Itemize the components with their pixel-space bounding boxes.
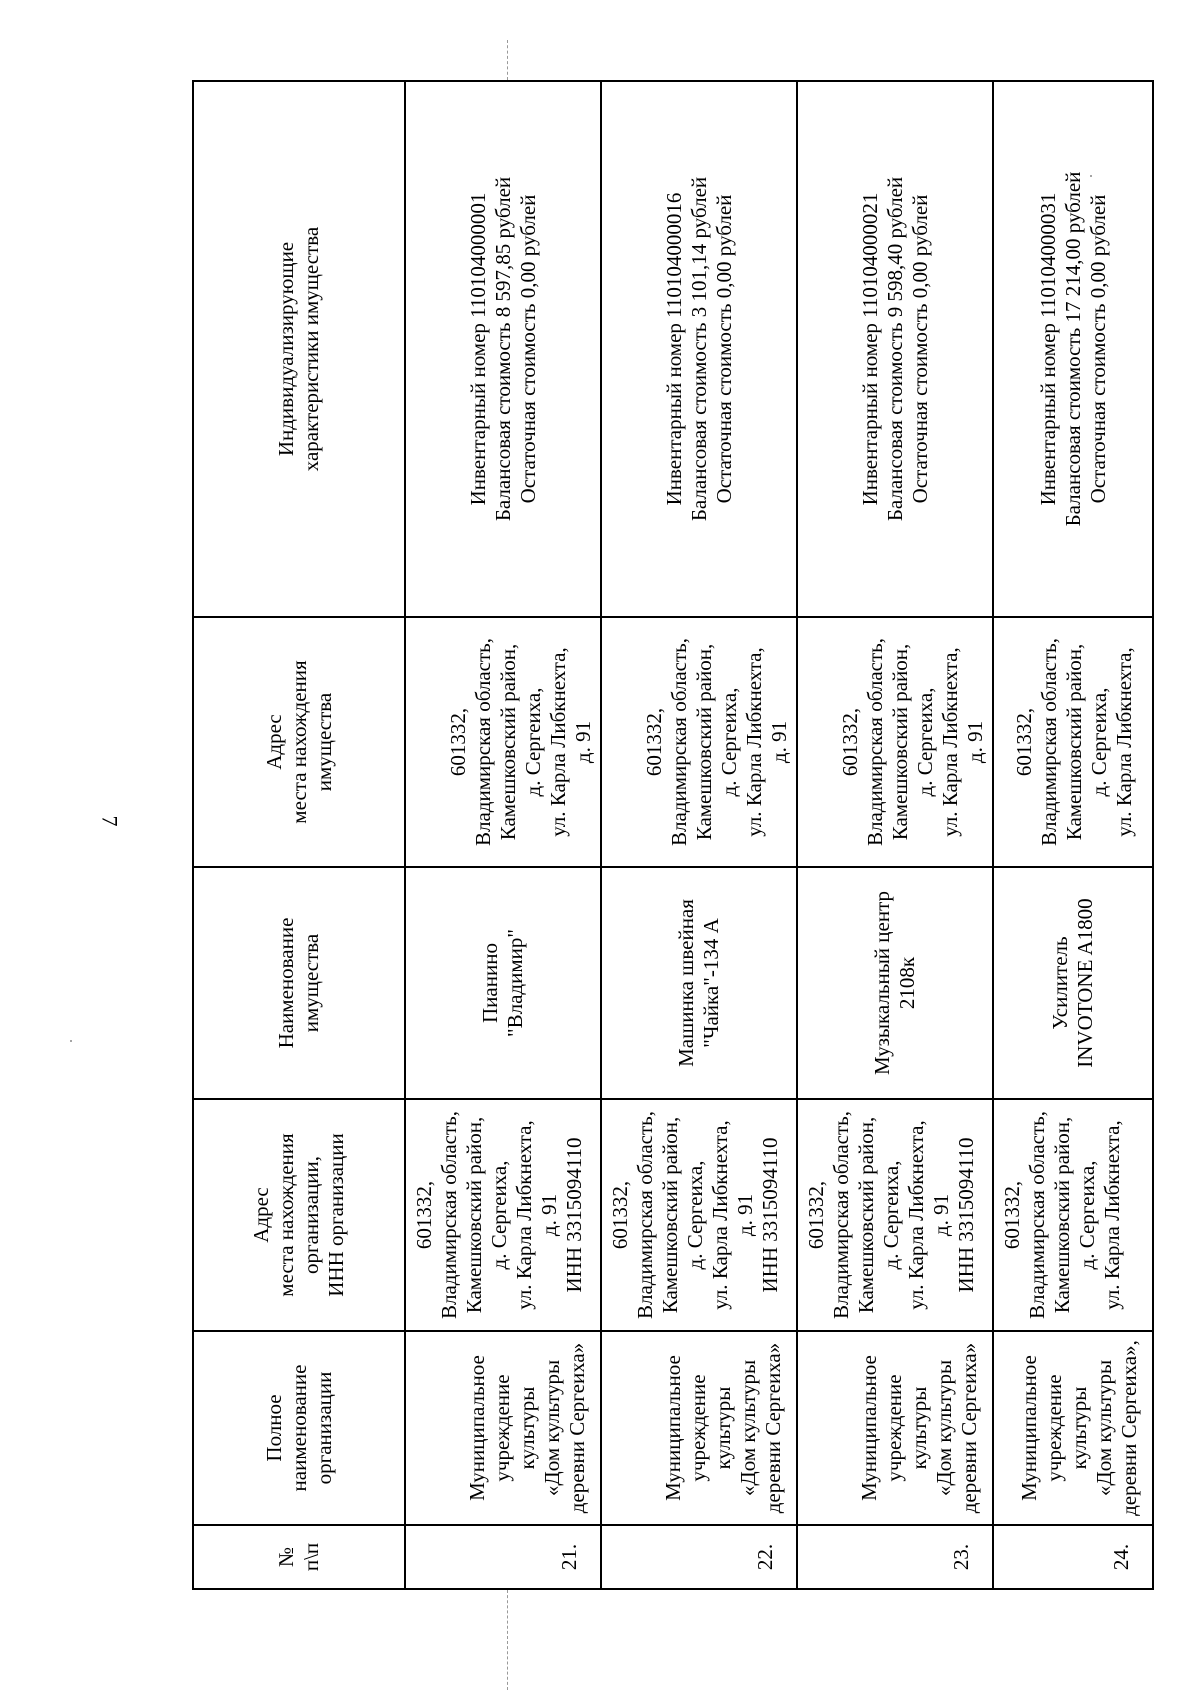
property-table-rotated	[192, 82, 1141, 1590]
property-location: 601332, Владимирская область, Камешковский район, д. Сергеиха, ул. Карла Либкнехта, д. 91	[405, 617, 601, 867]
header-org: Полное наименование организации	[193, 1331, 405, 1525]
table-row	[797, 81, 993, 1589]
org-name: Муниципальное учреждение культуры «Дом культуры деревни Сергеиха»,	[993, 1331, 1153, 1525]
header-org-address: Адрес места нахождения организации, ИНН организации	[193, 1099, 405, 1331]
property-location: 601332, Владимирская область, Камешковский район, д. Сергеиха, ул. Карла Либкнехта, д. 91	[797, 617, 993, 867]
header-property-location: Адрес места нахождения имущества	[193, 617, 405, 867]
scan-speck	[70, 1040, 72, 1042]
org-address: 601332, Владимирская область, Камешковский район, д. Сергеиха, ул. Карла Либкнехта, д. 91 ИНН 3315094110	[405, 1099, 601, 1331]
org-address: 601332, Владимирская область, Камешковский район, д. Сергеиха, ул. Карла Либкнехта, д. 91 ИНН 3315094110	[797, 1099, 993, 1331]
table-row	[601, 81, 797, 1589]
table-row	[405, 81, 601, 1589]
header-characteristics: Индивидуализирующие характеристики имущества	[193, 81, 405, 617]
row-number: 22.	[601, 1525, 797, 1589]
property-characteristics: Инвентарный номер 110104000031 Балансовая стоимость 17 214,00 рублей Остаточная стоимость 0,00 рублей	[993, 81, 1153, 617]
header-property-name: Наименование имущества	[193, 867, 405, 1099]
property-name: Машинка швейная "Чайка"-134 А	[601, 867, 797, 1099]
property-name: Пианино "Владимир"	[405, 867, 601, 1099]
row-number: 21.	[405, 1525, 601, 1589]
property-characteristics: Инвентарный номер 110104000021 Балансовая стоимость 9 598,40 рублей Остаточная стоимость 0,00 рублей	[797, 81, 993, 617]
property-name: Усилитель INVOTONE A1800	[993, 867, 1153, 1099]
property-table-frame	[192, 82, 1141, 1590]
org-name: Муниципальное учреждение культуры «Дом культуры деревни Сергеиха»	[405, 1331, 601, 1525]
org-address: 601332, Владимирская область, Камешковский район, д. Сергеиха, ул. Карла Либкнехта,	[993, 1099, 1153, 1331]
table-header-row	[193, 81, 405, 1589]
property-location: 601332, Владимирская область, Камешковский район, д. Сергеиха, ул. Карла Либкнехта,	[993, 617, 1153, 867]
fold-line-top	[507, 40, 508, 80]
fold-line-bottom	[507, 1590, 508, 1690]
org-address: 601332, Владимирская область, Камешковский район, д. Сергеиха, ул. Карла Либкнехта, д. 91 ИНН 3315094110	[601, 1099, 797, 1331]
header-num: № п\п	[193, 1525, 405, 1589]
page-number: 7	[97, 815, 123, 827]
org-name: Муниципальное учреждение культуры «Дом культуры деревни Сергеиха»	[797, 1331, 993, 1525]
property-name: Музыкальный центр 2108к	[797, 867, 993, 1099]
table-row	[993, 81, 1153, 1589]
property-characteristics: Инвентарный номер 110104000001 Балансовая стоимость 8 597,85 рублей Остаточная стоимость 0,00 рублей	[405, 81, 601, 617]
row-number: 23.	[797, 1525, 993, 1589]
row-number: 24.	[993, 1525, 1153, 1589]
org-name: Муниципальное учреждение культуры «Дом культуры деревни Сергеиха»	[601, 1331, 797, 1525]
property-characteristics: Инвентарный номер 110104000016 Балансовая стоимость 3 101,14 рублей Остаточная стоимость 0,00 рублей	[601, 81, 797, 617]
property-table	[192, 80, 1154, 1590]
property-location: 601332, Владимирская область, Камешковский район, д. Сергеиха, ул. Карла Либкнехта, д. 91	[601, 617, 797, 867]
